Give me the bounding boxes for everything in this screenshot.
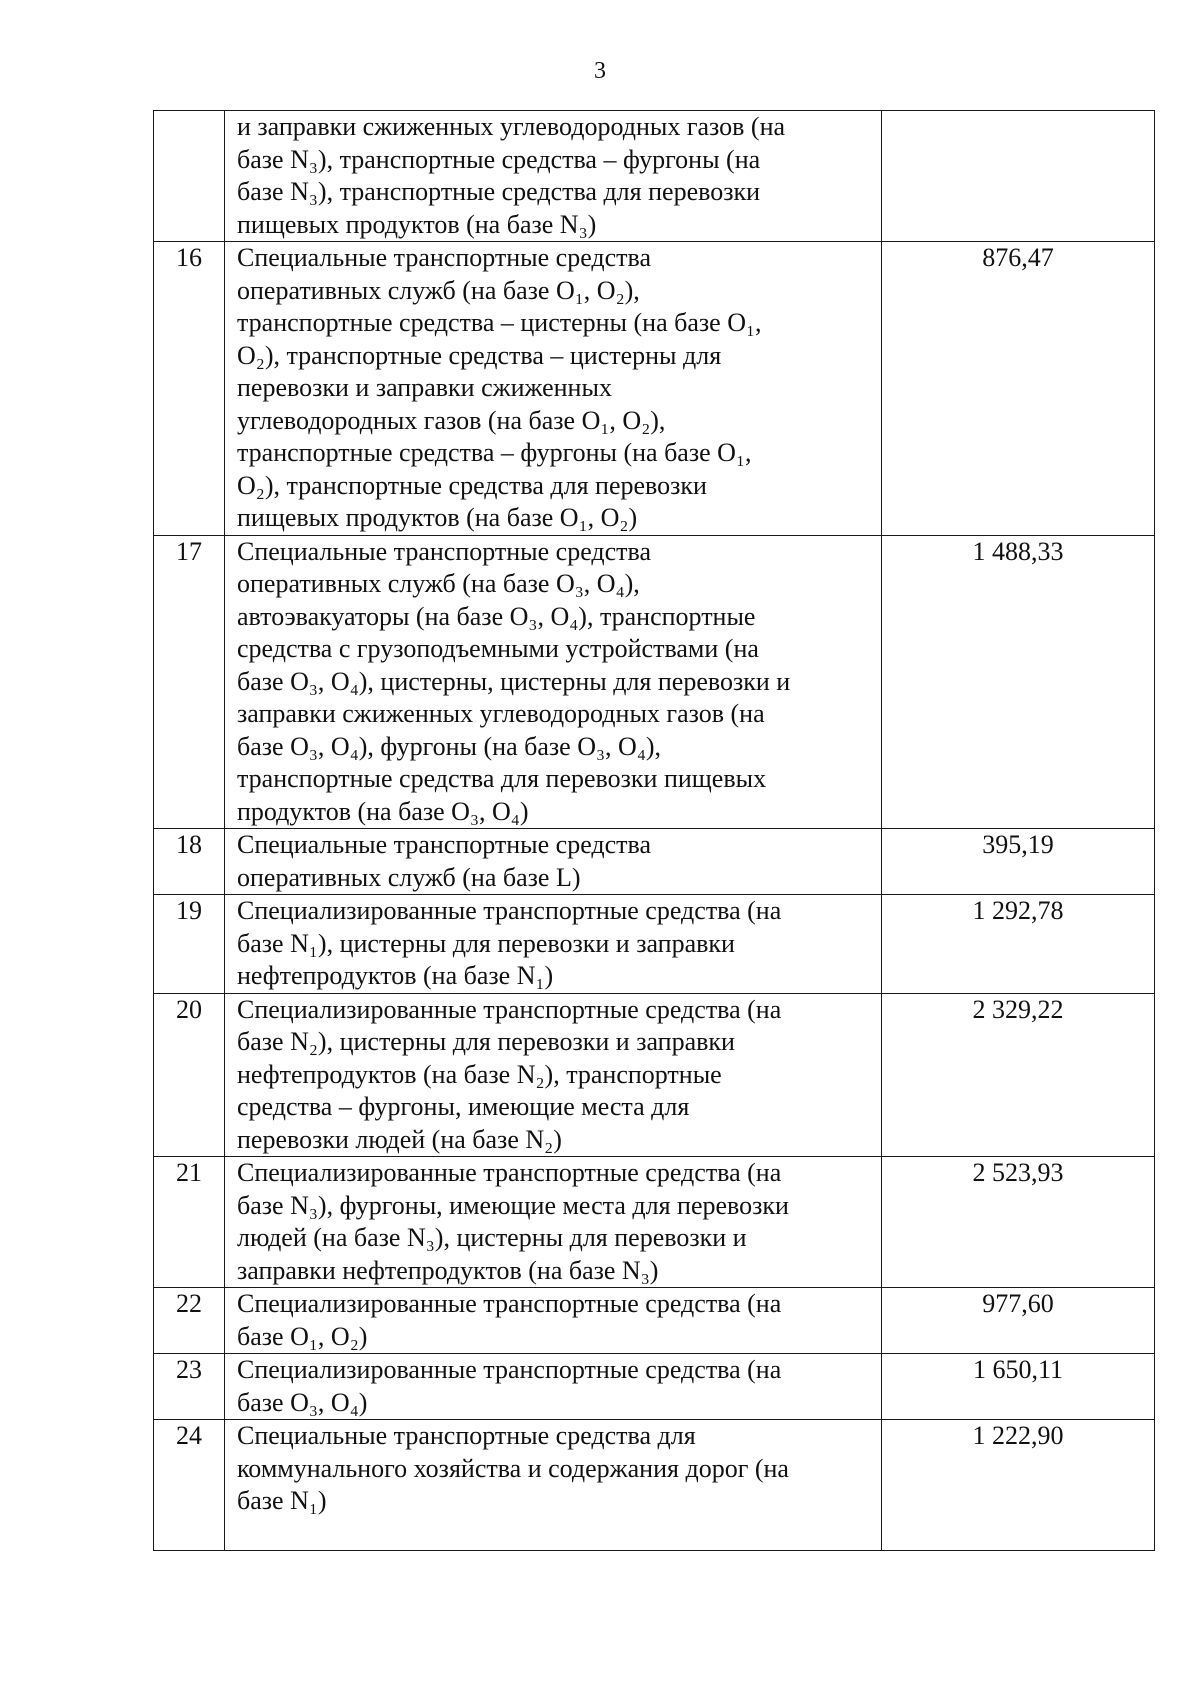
description-line: транспортные средства для перевозки пищевых: [237, 764, 767, 793]
description-line: пищевых продуктов (на базе N₃): [237, 209, 597, 239]
description-line: средства – фургоны, имеющие места для: [237, 1092, 690, 1121]
description-line: и заправки сжиженных углеводородных газов (на: [237, 112, 786, 141]
row-number: [154, 111, 225, 242]
row-value: [882, 111, 1155, 242]
row-number: 19: [154, 895, 225, 994]
row-number: 17: [154, 535, 225, 829]
description-line: базе O₃, O₄), цистерны, цистерны для перевозки и: [237, 666, 791, 696]
row-number: 16: [154, 242, 225, 536]
description-line: базе N₁): [237, 1486, 327, 1515]
description-line: нефтепродуктов (на базе N₁): [237, 961, 554, 990]
description-line: базе O₁, O₂): [237, 1321, 368, 1351]
description-line: людей (на базе N₃), цистерны для перевозки и: [237, 1223, 747, 1252]
table-row: [154, 242, 1155, 536]
description-line: Специализированные транспортные средства (на: [237, 1289, 782, 1318]
row-number: 18: [154, 829, 225, 895]
description-line: базе N₂), цистерны для перевозки и заправки: [237, 1027, 735, 1056]
page-number: 3: [594, 58, 606, 84]
table-row: [154, 829, 1155, 895]
description-line: оперативных служб (на базе O₁, O₂),: [237, 275, 640, 305]
description-line: Специализированные транспортные средства (на: [237, 1158, 782, 1187]
description-line: транспортные средства – фургоны (на базе O₁,: [237, 438, 752, 467]
table-row: [154, 1354, 1155, 1420]
row-value: 1 292,78: [882, 895, 1155, 994]
row-value: 1 650,11: [882, 1354, 1155, 1420]
description-line: автоэвакуаторы (на базе O₃, O₄), транспортные: [237, 601, 756, 631]
description-line: O₂), транспортные средства – цистерны для: [237, 340, 722, 370]
description-line: перевозки людей (на базе N₂): [237, 1124, 562, 1154]
description-line: базе O₃, O₄): [237, 1387, 368, 1417]
row-number: 22: [154, 1288, 225, 1354]
description-line: оперативных служб (на базе L): [237, 862, 581, 892]
description-line: O₂), транспортные средства для перевозки: [237, 470, 707, 500]
row-description: [225, 111, 882, 242]
description-line: базе O₃, O₄), фургоны (на базе O₃, O₄),: [237, 731, 662, 761]
table-row: [154, 1288, 1155, 1354]
description-line: Специальные транспортные средства: [237, 243, 652, 272]
description-line: пищевых продуктов (на базе O₁, O₂): [237, 503, 638, 532]
row-number: 20: [154, 993, 225, 1157]
row-description: [225, 1420, 882, 1551]
description-line: Специализированные транспортные средства (на: [237, 1355, 782, 1384]
tariff-table: [153, 110, 1155, 1551]
row-description: [225, 993, 882, 1157]
description-line: средства с грузоподъемными устройствами (на: [237, 634, 759, 663]
description-line: Специальные транспортные средства: [237, 536, 652, 566]
description-line: Специализированные транспортные средства (на: [237, 994, 782, 1024]
description-line: продуктов (на базе O₃, O₄): [237, 796, 529, 826]
table-row: [154, 1157, 1155, 1288]
description-line: Специальные транспортные средства для: [237, 1421, 696, 1450]
description-line: нефтепродуктов (на базе N₂), транспортные: [237, 1059, 722, 1089]
row-description: [225, 1354, 882, 1420]
description-line: углеводородных газов (на базе O₁, O₂),: [237, 405, 666, 435]
description-line: базе N₃), фургоны, имеющие места для перевозки: [237, 1190, 789, 1220]
description-line: заправки сжиженных углеводородных газов (на: [237, 699, 765, 728]
row-value: 1 222,90: [882, 1420, 1155, 1551]
description-line: базе N₃), транспортные средства для перевозки: [237, 177, 761, 206]
row-value: 1 488,33: [882, 535, 1155, 829]
description-line: заправки нефтепродуктов (на базе N₃): [237, 1255, 659, 1285]
row-value: 977,60: [882, 1288, 1155, 1354]
table-row: [154, 1420, 1155, 1551]
table-row: [154, 993, 1155, 1157]
table-row: [154, 535, 1155, 829]
row-description: [225, 1157, 882, 1288]
row-description: [225, 1288, 882, 1354]
description-line: транспортные средства – цистерны (на базе O₁,: [237, 308, 762, 337]
description-line: базе N₃), транспортные средства – фургоны (на: [237, 144, 761, 174]
description-line: Специальные транспортные средства: [237, 830, 652, 859]
row-description: [225, 895, 882, 994]
row-number: 21: [154, 1157, 225, 1288]
description-line: оперативных служб (на базе O₃, O₄),: [237, 569, 640, 598]
row-description: [225, 242, 882, 536]
row-value: 395,19: [882, 829, 1155, 895]
table-row: [154, 895, 1155, 994]
row-description: [225, 829, 882, 895]
spacer: [237, 1518, 873, 1551]
table-row: [154, 111, 1155, 242]
row-value: 876,47: [882, 242, 1155, 536]
description-line: базе N₁), цистерны для перевозки и заправки: [237, 928, 735, 958]
description-line: коммунального хозяйства и содержания дорог (на: [237, 1453, 789, 1483]
description-line: Специализированные транспортные средства (на: [237, 896, 782, 925]
row-description: [225, 535, 882, 829]
description-line: перевозки и заправки сжиженных: [237, 373, 612, 402]
row-number: 23: [154, 1354, 225, 1420]
table-body: [154, 111, 1155, 1551]
row-value: 2 523,93: [882, 1157, 1155, 1288]
row-number: 24: [154, 1420, 225, 1551]
row-value: 2 329,22: [882, 993, 1155, 1157]
